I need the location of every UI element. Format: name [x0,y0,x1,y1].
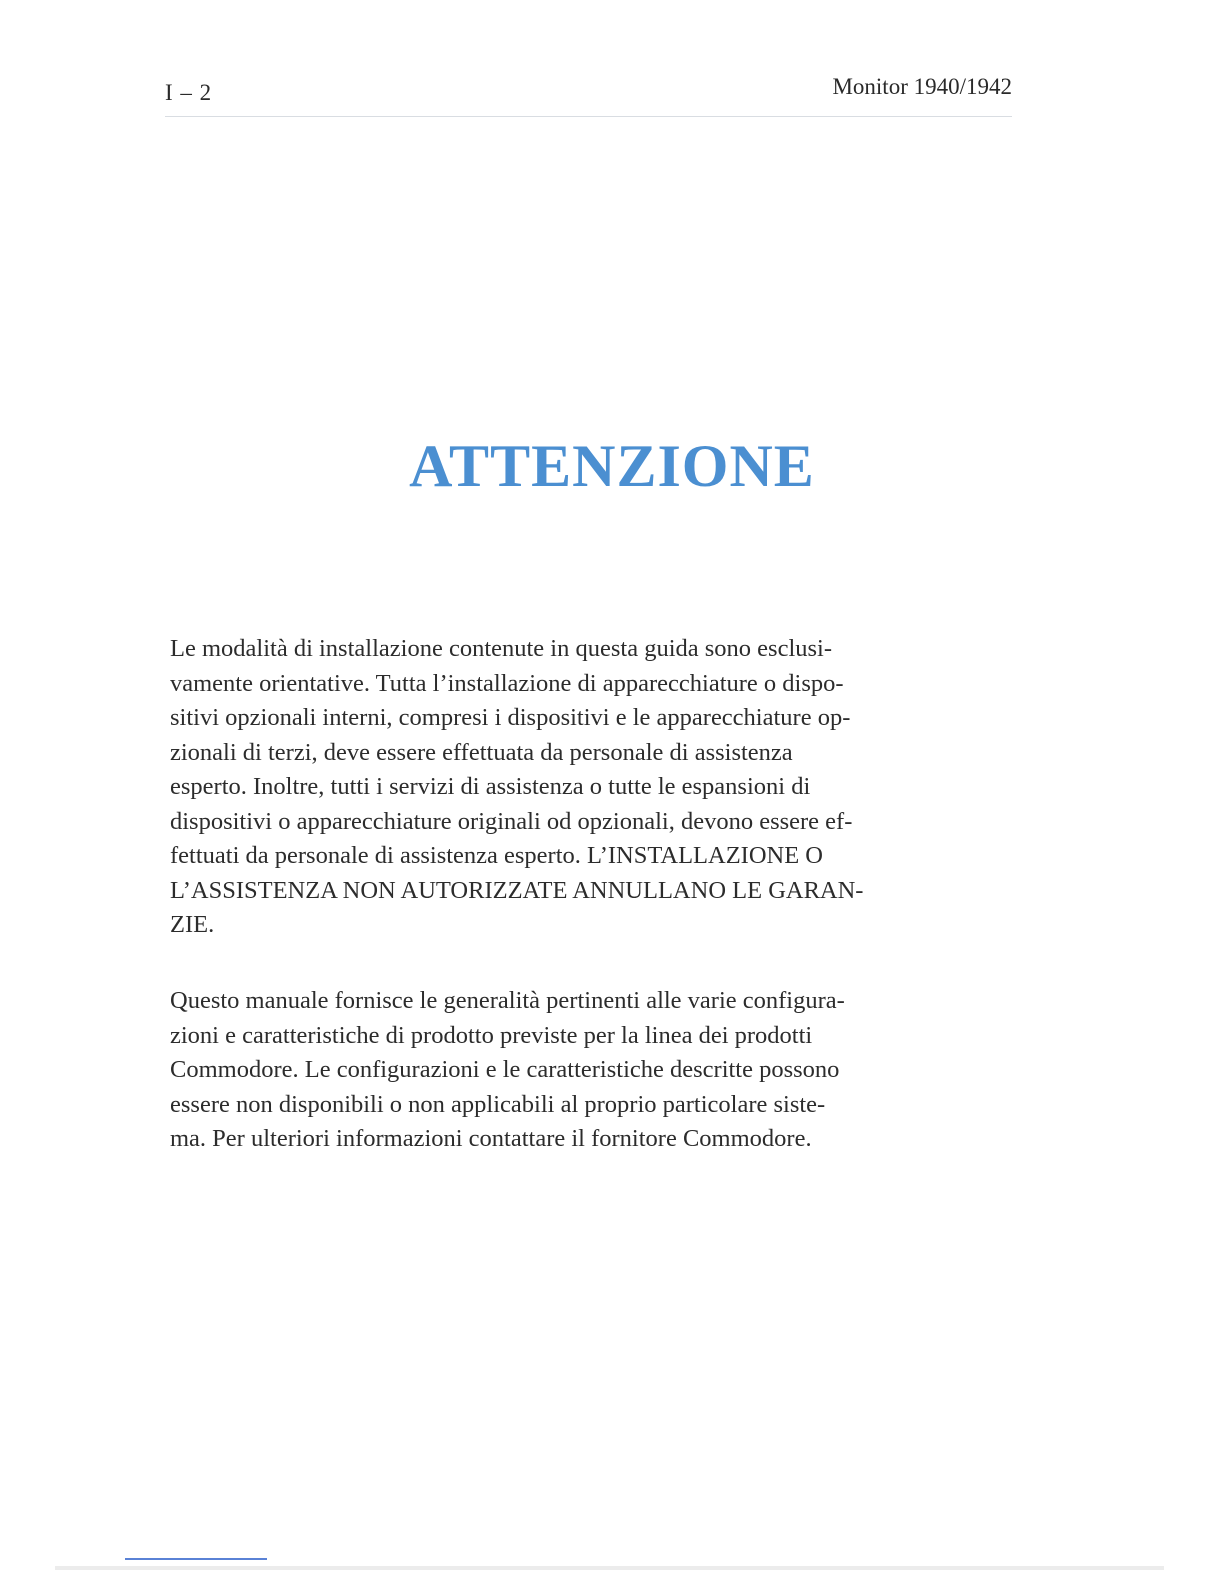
paragraph-line: essere non disponibili o non applicabili al proprio particolare siste- [170,1090,826,1118]
paragraph-line: zionali di terzi, deve essere effettuata da personale di assistenza [170,738,793,766]
warning-heading: ATTENZIONE [409,433,815,499]
paragraph-line: dispositivi o apparecchiature originali od opzionali, devono essere ef- [170,807,853,835]
paragraph-line: fettuati da personale di assistenza esperto. L’INSTALLAZIONE O [170,842,823,869]
page-header [165,74,1012,117]
paragraph-line: Le modalità di installazione contenute in questa guida sono esclusi- [170,635,833,662]
document-title: Monitor 1940/1942 [832,74,1012,99]
paragraph-line: esperto. Inoltre, tutti i servizi di assistenza o tutte le espansioni di [170,773,811,800]
paragraph-line: vamente orientative. Tutta l’installazione di apparecchiature o dispo- [170,669,844,697]
manual-scope-paragraph [170,984,1030,1157]
paragraph-line: ZIE. [170,911,215,938]
paragraph-line: sitivi opzionali interni, compresi i dispositivi e le apparecchiature op- [170,704,851,731]
paragraph-line: ma. Per ulteriori informazioni contattare il fornitore Commodore. [170,1125,812,1152]
paragraph-line: Commodore. Le configurazioni e le caratteristiche descritte possono [170,1056,840,1083]
footer-rule [125,1558,267,1560]
page-number: I – 2 [165,80,213,105]
paragraph-line: Questo manuale fornisce le generalità pertinenti alle varie configura- [170,987,845,1014]
scan-edge-shadow [55,1566,1164,1570]
installation-notice-paragraph [170,632,1030,943]
paragraph-line: L’ASSISTENZA NON AUTORIZZATE ANNULLANO LE GARAN- [170,876,864,904]
paragraph-line: zioni e caratteristiche di prodotto previste per la linea dei prodotti [170,1021,813,1049]
